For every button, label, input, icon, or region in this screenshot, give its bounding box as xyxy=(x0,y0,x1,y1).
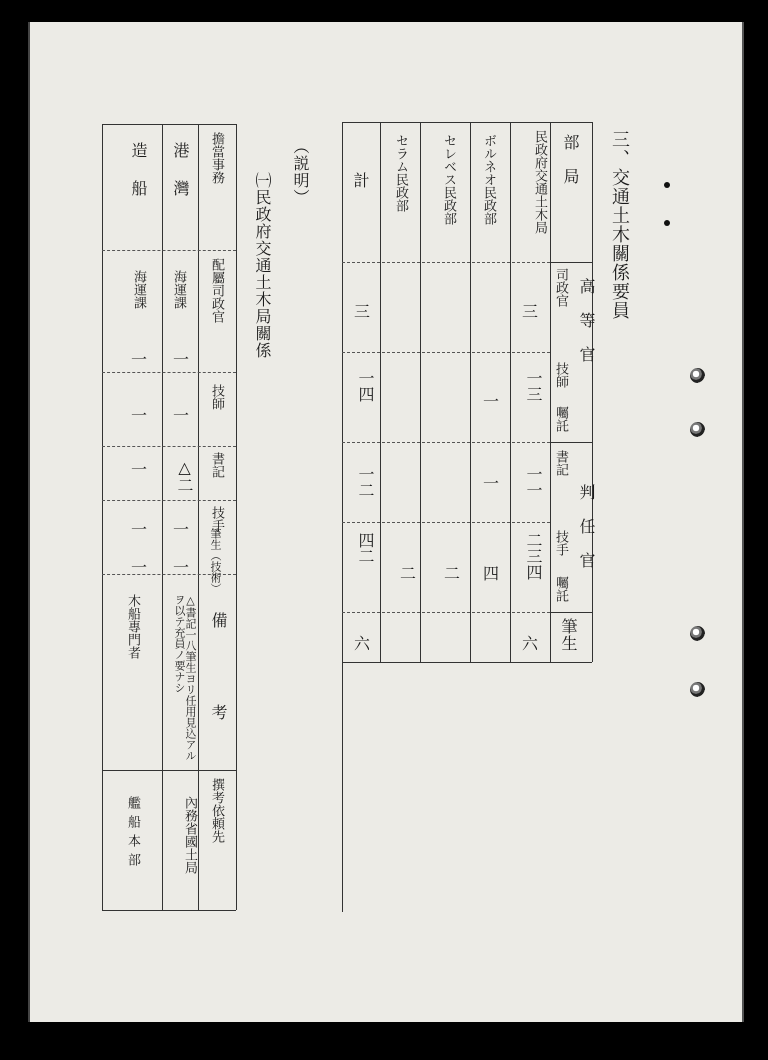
cell-gite: 一 xyxy=(172,520,189,539)
cell-shiseikan: 一 xyxy=(130,350,147,369)
note-line: ㈠民政府交通土木局關係 xyxy=(253,172,272,359)
cell-gishi: 一 xyxy=(130,406,147,425)
col-header-dept: 配屬司政官 xyxy=(209,258,224,323)
cell-gishi: 一三 xyxy=(524,370,543,402)
row-remark: 木船專門者 xyxy=(125,594,140,659)
col-header-junior: 判 任 官 xyxy=(577,484,596,569)
cell-gishi: 一 xyxy=(482,392,499,411)
row-dept-label: セレベス民政部 xyxy=(441,134,456,225)
cell-shiseikan: 三 xyxy=(521,302,538,321)
row-dept: 海運課 xyxy=(171,270,186,309)
row-dept-label: ボルネオ民政部 xyxy=(481,134,496,225)
scan-blot xyxy=(690,368,705,383)
scan-blot xyxy=(690,422,705,437)
row-total-label: 計 xyxy=(351,172,370,189)
col-header-hissei: 筆生 xyxy=(559,618,578,652)
col-header-senior: 高 等 官 xyxy=(577,278,596,363)
cell-gishi: 一 xyxy=(172,406,189,425)
scan-blot xyxy=(690,682,705,697)
col-header-shokutaku: 囑託 xyxy=(553,406,568,432)
cell-shiseikan: 三 xyxy=(353,302,370,321)
cell-hissei: 六 xyxy=(353,634,370,653)
scan-speck xyxy=(664,182,670,188)
cell-gite: 四二 xyxy=(356,532,375,564)
cell-gite: 二 xyxy=(443,564,460,583)
row-dept-label: セラム民政部 xyxy=(393,134,408,212)
cell-shoki: 一 xyxy=(482,474,499,493)
scan-blot xyxy=(690,626,705,641)
col-header-remark: 備 考 xyxy=(209,612,228,750)
cell-shiseikan: 一 xyxy=(172,350,189,369)
cell-gishi: 一四 xyxy=(356,370,375,402)
col-header-gishi: 技師 xyxy=(553,362,568,388)
row-remark: △書記一八筆生ヨリ任用見込アルヲ以テ充員ノ要ナシ xyxy=(173,594,197,761)
col-header-duty: 擔當事務 xyxy=(209,132,224,184)
cell-hissei: 一 xyxy=(172,558,189,577)
cell-shoki: 一一 xyxy=(524,466,543,498)
cell-shoki: 一 xyxy=(130,460,147,479)
row-dept-label: 民政府交通土木局 xyxy=(532,130,547,234)
note-label: （説明） xyxy=(291,138,310,206)
cell-gite: 二 xyxy=(399,564,416,583)
col-header-shokutaku2: 囑託 xyxy=(553,576,568,602)
section-heading: 三、交通土木關係要員 xyxy=(609,130,630,320)
col-header-source: 撰考依頼先 xyxy=(209,778,224,843)
col-header-shoki: 書記 xyxy=(209,452,224,478)
cell-gite: 一 xyxy=(130,520,147,539)
cell-gite: 四 xyxy=(482,564,499,583)
col-header-dept: 部 局 xyxy=(561,134,580,185)
row-dept: 海運課 xyxy=(131,270,146,309)
col-header-gishi: 技師 xyxy=(209,384,224,410)
row-duty: 造船 xyxy=(129,142,148,218)
col-header-shiseikan: 司政官 xyxy=(553,268,568,307)
cell-shoki: △二 xyxy=(175,458,194,493)
row-source: 內務省國土局 xyxy=(182,796,197,874)
col-header-gite: 技手 xyxy=(553,530,568,556)
col-header-gite: 技手 xyxy=(209,506,224,532)
cell-hissei: 六 xyxy=(521,634,538,653)
col-header-hissei: 筆生（技術） xyxy=(209,528,222,594)
row-source: 艦船本部 xyxy=(125,796,140,872)
row-duty: 港灣 xyxy=(171,142,190,218)
cell-hissei: 一 xyxy=(130,558,147,577)
cell-shoki: 一二 xyxy=(356,466,375,498)
cell-gite: 二三四 xyxy=(524,532,543,580)
scan-speck xyxy=(664,220,670,226)
document-page xyxy=(28,22,744,1022)
col-header-shoki: 書記 xyxy=(553,450,568,476)
